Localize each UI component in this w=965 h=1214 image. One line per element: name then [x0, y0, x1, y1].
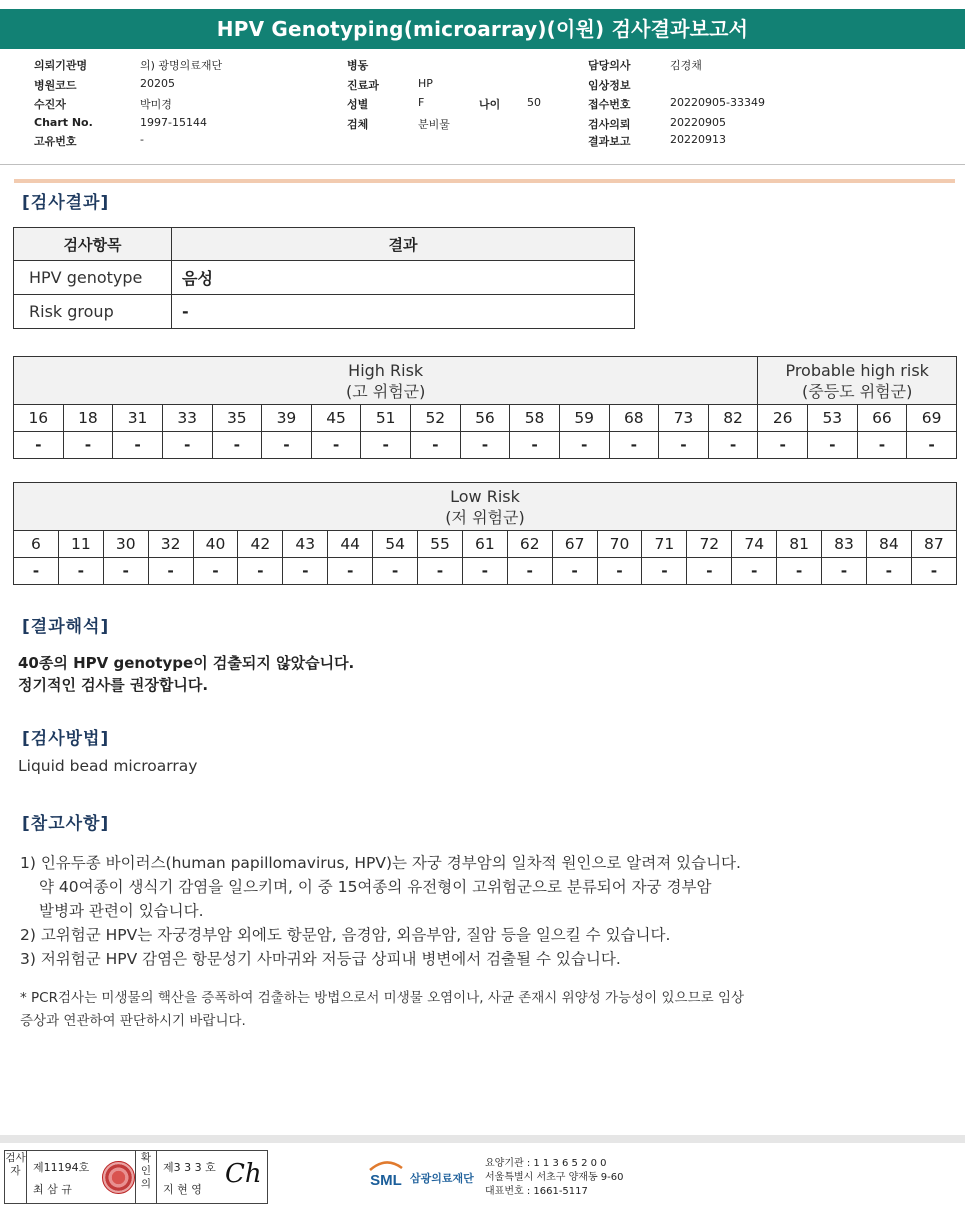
- doctor-label: 담당의사: [588, 59, 631, 72]
- genotype-number-cell: 70: [597, 531, 642, 558]
- org-code: 요양기관 : 1 1 3 6 5 2 0 0: [485, 1158, 607, 1169]
- probable-risk-label-ko: (중등도 위험군): [802, 381, 913, 401]
- genotype-result-cell: -: [411, 432, 461, 459]
- note-item: 2) 고위험군 HPV는 자궁경부암 외에도 항문암, 음경암, 외음부암, 질암 등을 일으킬 수 있습니다.: [20, 926, 671, 944]
- dept-value: HP: [418, 77, 433, 90]
- genotype-result-row: [14, 558, 957, 585]
- low-risk-label: Low Risk: [450, 486, 520, 506]
- genotype-number-cell: 61: [462, 531, 507, 558]
- genotype-number-cell: 62: [507, 531, 552, 558]
- genotype-number-cell: 81: [777, 531, 822, 558]
- pcr-disclaimer: [20, 987, 920, 1033]
- genotype-result-cell: -: [808, 432, 858, 459]
- genotype-result-cell: -: [238, 558, 283, 585]
- results-heading: [검사결과]: [22, 193, 110, 213]
- genotype-number-cell: 55: [418, 531, 463, 558]
- signature-icon: Ch: [225, 1159, 262, 1189]
- genotype-result-cell: -: [857, 432, 907, 459]
- genotype-result-cell: -: [103, 558, 148, 585]
- genotype-result-cell: -: [262, 432, 312, 459]
- genotype-number-row: [14, 531, 957, 558]
- genotype-number-cell: 72: [687, 531, 732, 558]
- interpretation-line: 정기적인 검사를 권장합니다.: [18, 676, 209, 694]
- method-text: Liquid bead microarray: [18, 757, 198, 775]
- patient-value: 박미경: [140, 98, 172, 111]
- method-heading: [검사방법]: [22, 729, 110, 749]
- unique-no-label: 고유번호: [34, 135, 77, 148]
- org-info: [485, 1157, 624, 1199]
- genotype-number-cell: 6: [14, 531, 59, 558]
- genotype-number-cell: 73: [659, 405, 709, 432]
- patient-info-block: [0, 50, 965, 165]
- genotype-number-cell: 40: [193, 531, 238, 558]
- hospital-code-label: 병원코드: [34, 79, 77, 92]
- footer-divider: [0, 1135, 965, 1143]
- genotype-number-cell: 83: [822, 531, 867, 558]
- risk-group-header-row: [14, 483, 957, 531]
- genotype-number-cell: 26: [758, 405, 808, 432]
- genotype-number-cell: 71: [642, 531, 687, 558]
- notes-heading: [참고사항]: [22, 814, 110, 834]
- risk-group-header-row: [14, 357, 957, 405]
- genotype-result-cell: -: [552, 558, 597, 585]
- report-date-label: 결과보고: [588, 135, 631, 148]
- genotype-result-cell: -: [559, 432, 609, 459]
- examiner-label: 검사자: [5, 1151, 27, 1203]
- genotype-result-cell: -: [822, 558, 867, 585]
- patient-label: 수진자: [34, 98, 66, 111]
- interpretation-text: [18, 652, 354, 696]
- genotype-result-cell: -: [866, 558, 911, 585]
- receipt-value: 20220905-33349: [670, 96, 765, 109]
- genotype-result-cell: -: [193, 558, 238, 585]
- genotype-result-cell: -: [708, 432, 758, 459]
- genotype-number-cell: 31: [113, 405, 163, 432]
- genotype-number-cell: 69: [907, 405, 957, 432]
- interpretation-heading: [결과해석]: [22, 617, 110, 637]
- genotype-result-cell: -: [597, 558, 642, 585]
- confirmer-label: 확인의: [135, 1151, 157, 1203]
- logo-text: SML: [370, 1172, 402, 1189]
- genotype-number-cell: 43: [283, 531, 328, 558]
- genotype-number-cell: 56: [460, 405, 510, 432]
- genotype-number-cell: 66: [857, 405, 907, 432]
- genotype-number-cell: 44: [328, 531, 373, 558]
- probable-risk-header: [758, 357, 957, 405]
- genotype-result-cell: -: [911, 558, 956, 585]
- genotype-result-cell: -: [14, 558, 59, 585]
- genotype-result-cell: -: [642, 558, 687, 585]
- genotype-number-cell: 67: [552, 531, 597, 558]
- genotype-number-cell: 51: [361, 405, 411, 432]
- risk-group-label: Risk group: [14, 295, 172, 329]
- genotype-number-cell: 54: [373, 531, 418, 558]
- genotype-result-cell: -: [361, 432, 411, 459]
- confirmer-name: 지 현 영: [163, 1183, 202, 1196]
- genotype-number-cell: 11: [58, 531, 103, 558]
- genotype-result-cell: -: [148, 558, 193, 585]
- sex-value: F: [418, 96, 425, 109]
- genotype-result-cell: -: [732, 558, 777, 585]
- org-name: 삼광의료재단: [410, 1172, 474, 1185]
- table-row: [14, 261, 635, 295]
- high-risk-label: High Risk: [348, 360, 424, 380]
- low-risk-label-ko: (저 위험군): [445, 507, 525, 527]
- specimen-label: 검체: [347, 118, 369, 131]
- genotype-number-cell: 59: [559, 405, 609, 432]
- genotype-number-cell: 18: [63, 405, 113, 432]
- clinical-label: 임상정보: [588, 79, 631, 92]
- genotype-result-cell: -: [162, 432, 212, 459]
- genotype-result-row: [14, 432, 957, 459]
- genotype-number-row: [14, 405, 957, 432]
- institution-value: 의) 광명의료재단: [140, 59, 223, 72]
- genotype-result-cell: -: [418, 558, 463, 585]
- genotype-result-cell: -: [283, 558, 328, 585]
- genotype-result-cell: -: [510, 432, 560, 459]
- disclaimer-line: * PCR검사는 미생물의 핵산을 증폭하여 검출하는 방법으로서 미생물 오염이나, 사균 존재시 위양성 가능성이 있으므로 임상: [20, 990, 745, 1006]
- genotype-number-cell: 84: [866, 531, 911, 558]
- institution-label: 의뢰기관명: [34, 59, 88, 72]
- section-divider: [14, 179, 955, 183]
- table-row: [14, 295, 635, 329]
- genotype-result-cell: -: [14, 432, 64, 459]
- genotype-result-cell: -: [460, 432, 510, 459]
- chart-no-value: 1997-15144: [140, 116, 207, 129]
- genotype-number-cell: 16: [14, 405, 64, 432]
- probable-risk-label: Probable high risk: [785, 360, 929, 380]
- signature-box: [4, 1150, 268, 1204]
- col-item-header: 검사항목: [14, 228, 172, 261]
- genotype-result-cell: -: [687, 558, 732, 585]
- unique-no-value: -: [140, 133, 144, 146]
- genotype-number-cell: 42: [238, 531, 283, 558]
- examiner-license: 제11194호: [33, 1161, 90, 1174]
- low-risk-header: [14, 483, 957, 531]
- genotype-result-cell: -: [311, 432, 361, 459]
- genotype-label: HPV genotype: [14, 261, 172, 295]
- risk-group-result: -: [172, 295, 635, 329]
- genotype-number-cell: 33: [162, 405, 212, 432]
- disclaimer-line: 증상과 연관하여 판단하시기 바랍니다.: [20, 1013, 246, 1029]
- high-risk-header: [14, 357, 758, 405]
- notes-list: [20, 851, 741, 971]
- genotype-result-cell: -: [659, 432, 709, 459]
- chart-no-label: Chart No.: [34, 116, 93, 129]
- genotype-number-cell: 30: [103, 531, 148, 558]
- genotype-number-cell: 45: [311, 405, 361, 432]
- ward-label: 병동: [347, 59, 369, 72]
- specimen-value: 분비물: [418, 118, 450, 131]
- genotype-number-cell: 52: [411, 405, 461, 432]
- report-title: HPV Genotyping(microarray)(이원) 검사결과보고서: [0, 9, 965, 49]
- genotype-number-cell: 82: [708, 405, 758, 432]
- request-date-label: 검사의뢰: [588, 118, 631, 131]
- age-value: 50: [527, 96, 541, 109]
- sml-logo-icon: [366, 1158, 406, 1190]
- confirmer-license: 제3 3 3 호: [163, 1161, 216, 1174]
- age-label: 나이: [479, 98, 501, 111]
- genotype-result-cell: -: [328, 558, 373, 585]
- genotype-number-cell: 32: [148, 531, 193, 558]
- genotype-result-cell: -: [462, 558, 507, 585]
- dept-label: 진료과: [347, 79, 379, 92]
- report-date-value: 20220913: [670, 133, 726, 146]
- note-item-continued: 발병과 관련이 있습니다.: [39, 902, 204, 920]
- genotype-result-cell: -: [907, 432, 957, 459]
- high-risk-table: [13, 356, 957, 459]
- seal-icon: [102, 1161, 135, 1194]
- request-date-value: 20220905: [670, 116, 726, 129]
- genotype-result: 음성: [172, 261, 635, 295]
- org-address: 서울특별시 서초구 양재동 9-60: [485, 1172, 624, 1183]
- genotype-result-cell: -: [373, 558, 418, 585]
- genotype-result-cell: -: [609, 432, 659, 459]
- hospital-code-value: 20205: [140, 77, 175, 90]
- genotype-result-cell: -: [758, 432, 808, 459]
- interpretation-line: 40종의 HPV genotype이 검출되지 않았습니다.: [18, 654, 355, 672]
- note-item: 1) 인유두종 바이러스(human papillomavirus, HPV)는 자궁 경부암의 일차적 원인으로 알려져 있습니다.: [20, 854, 741, 872]
- note-item: 3) 저위험군 HPV 감염은 항문성기 사마귀와 저등급 상피내 병변에서 검출될 수 있습니다.: [20, 950, 621, 968]
- low-risk-table: [13, 482, 957, 585]
- org-phone: 대표번호 : 1661-5117: [485, 1186, 588, 1197]
- doctor-value: 김경채: [670, 59, 702, 72]
- genotype-result-cell: -: [63, 432, 113, 459]
- results-header-row: [14, 228, 635, 261]
- genotype-result-cell: -: [212, 432, 262, 459]
- col-result-header: 결과: [172, 228, 635, 261]
- genotype-number-cell: 39: [262, 405, 312, 432]
- genotype-result-cell: -: [507, 558, 552, 585]
- sex-label: 성별: [347, 98, 369, 111]
- high-risk-label-ko: (고 위험군): [345, 381, 426, 401]
- results-table: [13, 227, 635, 329]
- receipt-label: 접수번호: [588, 98, 631, 111]
- note-item-continued: 약 40여종이 생식기 감염을 일으키며, 이 중 15여종의 유전형이 고위험군으로 분류되어 자궁 경부암: [39, 878, 712, 896]
- genotype-number-cell: 35: [212, 405, 262, 432]
- genotype-number-cell: 87: [911, 531, 956, 558]
- examiner-name: 최 삼 규: [33, 1183, 72, 1196]
- genotype-number-cell: 58: [510, 405, 560, 432]
- genotype-number-cell: 68: [609, 405, 659, 432]
- genotype-number-cell: 74: [732, 531, 777, 558]
- genotype-result-cell: -: [58, 558, 103, 585]
- genotype-result-cell: -: [113, 432, 163, 459]
- genotype-number-cell: 53: [808, 405, 858, 432]
- genotype-result-cell: -: [777, 558, 822, 585]
